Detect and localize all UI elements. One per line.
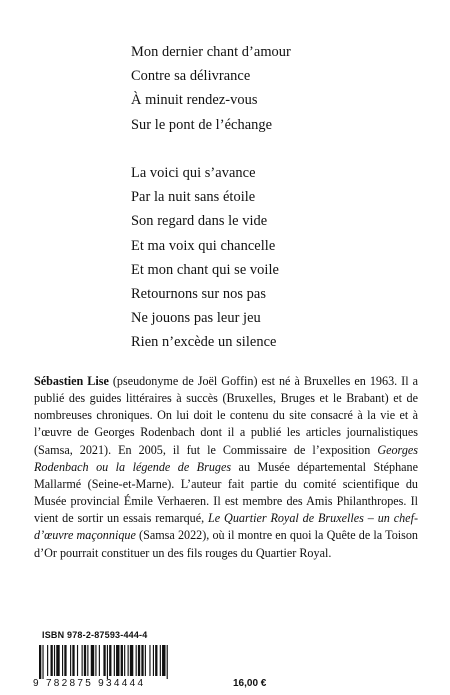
author-bio [34, 373, 418, 562]
poem-line: Et ma voix qui chancelle [131, 237, 276, 254]
poem-stanza-1 [131, 40, 291, 137]
bio-text: (Samsa 2022), où il montre en quoi la Quête de la Toison d’Or pourrait constituer un des fils rouges du Quartier Royal. [34, 528, 418, 560]
poem-line: Par la nuit sans étoile [131, 189, 256, 206]
poem-line: Rien n’excède un silence [131, 334, 277, 351]
poem-line: Retournons sur nos pas [131, 285, 267, 302]
poem-line: Contre sa délivrance [131, 68, 251, 85]
author-name: Sébastien Lise [34, 374, 109, 388]
bio-text: au Musée départemental Stéphane Mallarmé (Seine-et-Marne). L’auteur fait partie du comité scientifique du Musée provincial Émile Verhaeren. Il est membre des Amis Philanthropes. Il vient de sortir un essais remarqué, [34, 459, 419, 526]
poem-line: La voici qui s’avance [131, 165, 256, 181]
poem-stanza-2 [131, 161, 279, 355]
isbn-label: ISBN 978-2-87593-444-4 [42, 630, 148, 640]
barcode-icon [33, 645, 213, 679]
poem-line: Ne jouons pas leur jeu [131, 310, 261, 327]
poem-line: Et mon chant qui se voile [131, 261, 279, 278]
poem-line: Son regard dans le vide [131, 213, 268, 230]
bio-text: (pseudonyme de Joël Goffin) est né à Bruxelles en 1963. Il a publié des guides littéraires à succès (Bruxelles, Bruges et le Brabant) et de nombreuses chroniques. On lui doit le contenu du site consacré à la vie et à l’œuvre de Georges Rodenbach dont il a publié les articles journalistiques (Samsa, 2021). En 2005, il fut le Commissaire de l’exposition [34, 374, 418, 457]
bio-title-italic: Georges Rodenbach ou la légende de Bruges [34, 442, 418, 474]
price: 16,00 € [233, 678, 267, 689]
poem-line: Mon dernier chant d’amour [131, 44, 291, 60]
poem-line: Sur le pont de l’échange [131, 116, 273, 133]
barcode-digits: 9 782875 934444 [33, 678, 146, 689]
bio-title-italic: Le Quartier Royal de Bruxelles – un chef-d’œuvre maçonnique [34, 511, 418, 543]
poem-line: À minuit rendez-vous [131, 92, 258, 109]
